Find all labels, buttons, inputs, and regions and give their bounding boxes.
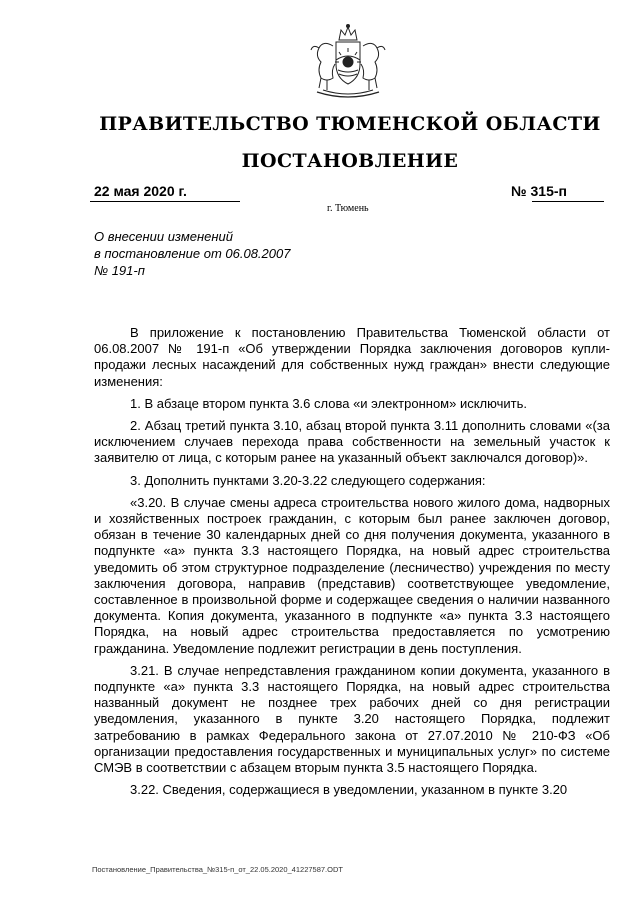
body-paragraph: 3.22. Сведения, содержащиеся в уведомлении, указанном в пункте 3.20 xyxy=(130,782,568,798)
body-paragraph: В приложение к постановлению Правительства Тюменской области от 06.08.2007 № 191-п «Об утверждении Порядка заключения договоров купли-продажи лесных насаждений для собственных нужд граждан» внести следующие изменения: xyxy=(94,325,610,389)
body-paragraph: 2. Абзац третий пункта 3.10, абзац второй пункта 3.11 дополнить словами «(за исключением случаев перехода права собственности на земельный участок к заявителю от лица, с которым ранее на указанный объект заключался договор)». xyxy=(94,418,610,466)
body-paragraph: 1. В абзаце втором пункта 3.6 слова «и электронном» исключить. xyxy=(130,395,527,411)
document-date: 22 мая 2020 г. xyxy=(94,183,187,199)
subject-line: О внесении изменений xyxy=(94,229,233,244)
document-body xyxy=(94,325,610,804)
coat-of-arms-emblem xyxy=(303,22,393,104)
body-paragraph: 3. Дополнить пунктами 3.20-3.22 следующего содержания: xyxy=(130,472,486,488)
subject-line: в постановление от 06.08.2007 xyxy=(94,246,291,261)
subject-line: № 191-п xyxy=(94,263,145,278)
document-subject xyxy=(94,228,290,279)
body-paragraph: «3.20. В случае смены адреса строительства нового жилого дома, надворных и хозяйственных построек гражданин, с которым был ранее заключен договор, обязан в течение 30 календарных дней со дня получения документа, указанного в подпункте «а» пункта 3.3 настоящего Порядка, на новый адрес строительства уведомить об этом структурное подразделение (лесничество) учреждения по месту заключения договора, направив (представив) соответствующее уведомление, составленное в произвольной форме и содержащее сведения о наличии названного документа. Копия документа, указанного в подпункте «а» пункта 3.3 настоящего Порядка, на новый адрес строительства предоставляется по усмотрению гражданина. Уведомление подлежит регистрации в день поступления. xyxy=(94,494,610,656)
organization-title: ПРАВИТЕЛЬСТВО ТЮМЕНСКОЙ ОБЛАСТИ xyxy=(99,113,601,135)
footer-filename: Постановление_Правительства_№315-п_от_22.05.2020_41227587.ODT xyxy=(92,865,343,874)
body-paragraph: 3.21. В случае непредставления гражданином копии документа, указанного в подпункте «а» пункта 3.3 настоящего Порядка, на новый адрес строительства названный документ не позднее трех рабочих дней со дня регистрации уведомления, указанного в пункте 3.20 настоящего Порядка, подлежит затребованию в рамках Федерального закона от 27.07.2010 № 210-ФЗ «Об организации предоставления государственных и муниципальных услуг» по системе СМЭВ в соответствии с абзацем вторым пункта 3.5 настоящего Порядка. xyxy=(94,662,610,776)
city-label: г. Тюмень xyxy=(327,203,369,214)
document-type-title: ПОСТАНОВЛЕНИЕ xyxy=(241,150,459,172)
number-underline xyxy=(532,201,604,202)
date-underline xyxy=(90,201,240,202)
document-number: № 315-п xyxy=(511,183,567,199)
